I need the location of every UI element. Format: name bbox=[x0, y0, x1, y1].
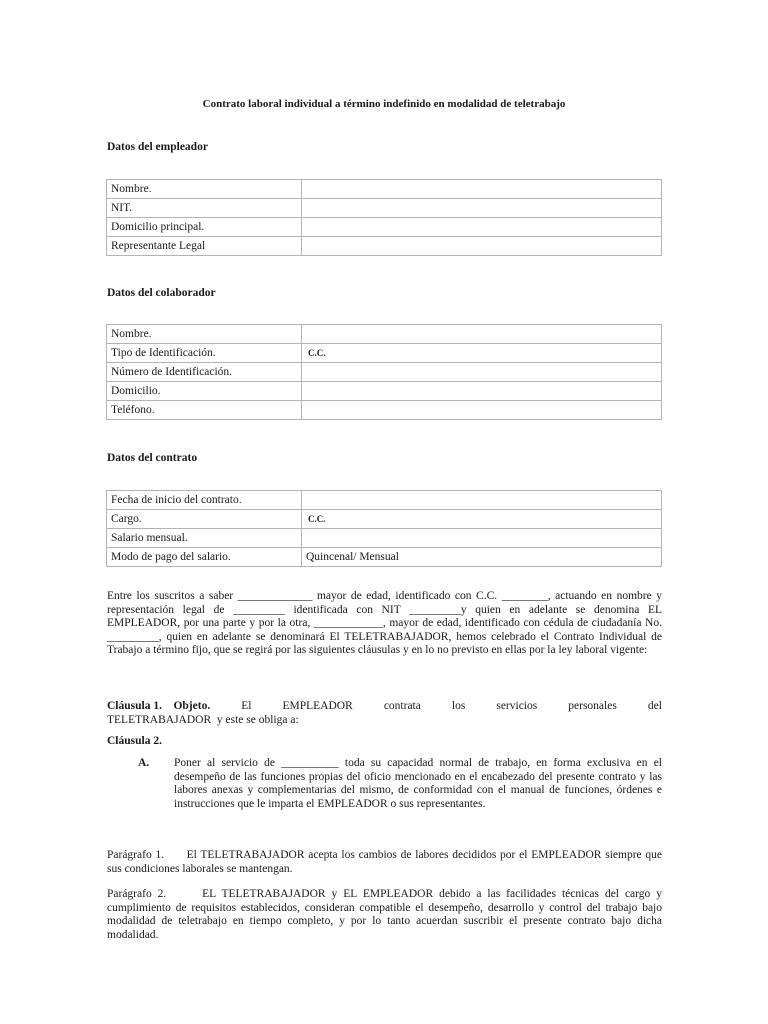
row-value bbox=[302, 382, 662, 401]
table-row bbox=[107, 218, 662, 237]
table-row bbox=[107, 325, 662, 344]
row-label: Fecha de inicio del contrato. bbox=[107, 491, 302, 510]
table-row bbox=[107, 382, 662, 401]
row-value bbox=[302, 491, 662, 510]
row-label: Modo de pago del salario. bbox=[107, 548, 302, 567]
paragrafo-2: Parágrafo 2. EL TELETRABAJADOR y EL EMPLEADOR debido a las facilidades técnicas del cargo y cumplimiento de requisitos establecidos, consideran compatible el desempeño, desarrollo y control del trabajo bajo modalidad de teletrabajo en tiempo completo, y por lo tanto acuerdan suscribir el presente contrato bajo dicha modalidad. bbox=[107, 888, 665, 941]
colaborador-table bbox=[106, 324, 662, 420]
row-label: NIT. bbox=[107, 199, 302, 218]
clause-word: El bbox=[241, 700, 252, 712]
table-row bbox=[107, 344, 662, 363]
row-label: Representante Legal bbox=[107, 237, 302, 256]
clause-2-heading: Cláusula 2. bbox=[107, 735, 162, 747]
row-label: Nombre. bbox=[107, 180, 302, 199]
row-label: Salario mensual. bbox=[107, 529, 302, 548]
clause-word: contrata bbox=[383, 700, 421, 712]
table-row bbox=[107, 548, 662, 567]
table-row bbox=[107, 180, 662, 199]
row-label: Cargo. bbox=[107, 510, 302, 529]
row-value bbox=[302, 529, 662, 548]
paragrafo-1: Parágrafo 1. El TELETRABAJADOR acepta los cambios de labores decididos por el EMPLEADOR siempre que sus condiciones laborales se mantengan. bbox=[107, 849, 665, 875]
row-label: Tipo de Identificación. bbox=[107, 344, 302, 363]
row-label: Nombre. bbox=[107, 325, 302, 344]
row-label: Domicilio. bbox=[107, 382, 302, 401]
row-value bbox=[302, 218, 662, 237]
table-row bbox=[107, 491, 662, 510]
row-value: C.C. bbox=[302, 510, 662, 529]
row-value: Quincenal/ Mensual bbox=[302, 548, 662, 567]
row-value bbox=[302, 180, 662, 199]
clause-1-heading: Cláusula 1. Objeto. bbox=[107, 700, 211, 712]
empleador-table bbox=[106, 179, 662, 256]
clause-word: personales bbox=[568, 700, 617, 712]
document-title: Contrato laboral individual a término indefinido en modalidad de teletrabajo bbox=[202, 98, 566, 110]
clause-1-subject: Objeto. bbox=[173, 700, 211, 712]
contrato-table bbox=[106, 490, 662, 567]
table-row bbox=[107, 237, 662, 256]
clause-word: del bbox=[647, 700, 662, 712]
clause-word: EMPLEADOR bbox=[282, 700, 353, 712]
row-value bbox=[302, 325, 662, 344]
clause-1-continuation: TELETRABAJADOR y este se obliga a: bbox=[107, 714, 299, 726]
clause-1-line bbox=[107, 700, 662, 714]
table-row bbox=[107, 199, 662, 218]
intro-paragraph: Entre los suscritos a saber _____________ mayor de edad, identificado con C.C. ________, actuando en nombre y representación legal de _________ identificada con NIT _________y quien en adelante se denomina EL EMPLEADOR, por una parte y por la otra, ____________, mayor de edad, identificado con cédula de ciudadanía No. _________, quien en adelante se denominará El TELETRABAJADOR, hemos celebrado el Contrato Individual de Trabajo a término fijo, que se regirá por las siguientes cláusulas y en lo no previsto en ellas por la ley laboral vigente: bbox=[107, 590, 662, 657]
row-value bbox=[302, 401, 662, 420]
clause-word: servicios bbox=[496, 700, 538, 712]
clause-2-item-letter: A. bbox=[138, 757, 150, 769]
row-value bbox=[302, 199, 662, 218]
table-row bbox=[107, 401, 662, 420]
table-row bbox=[107, 510, 662, 529]
table-row bbox=[107, 529, 662, 548]
section-title-empleador: Datos del empleador bbox=[107, 141, 208, 153]
row-value: C.C. bbox=[302, 344, 662, 363]
table-row bbox=[107, 363, 662, 382]
row-label: Número de Identificación. bbox=[107, 363, 302, 382]
section-title-colaborador: Datos del colaborador bbox=[107, 287, 216, 299]
row-label: Domicilio principal. bbox=[107, 218, 302, 237]
clause-word: los bbox=[451, 700, 466, 712]
row-value bbox=[302, 363, 662, 382]
clause-2-item-text: Poner al servicio de __________ toda su capacidad normal de trabajo, en forma exclusiva en el desempeño de las funciones propias del oficio mencionado en el encabezado del presente contrato y las labores anexas y complementarias del mismo, de conformidad con el manual de funciones, órdenes e instrucciones que le imparta el EMPLEADOR o sus representantes. bbox=[174, 757, 662, 810]
row-value bbox=[302, 237, 662, 256]
row-label: Teléfono. bbox=[107, 401, 302, 420]
section-title-contrato: Datos del contrato bbox=[107, 452, 198, 464]
